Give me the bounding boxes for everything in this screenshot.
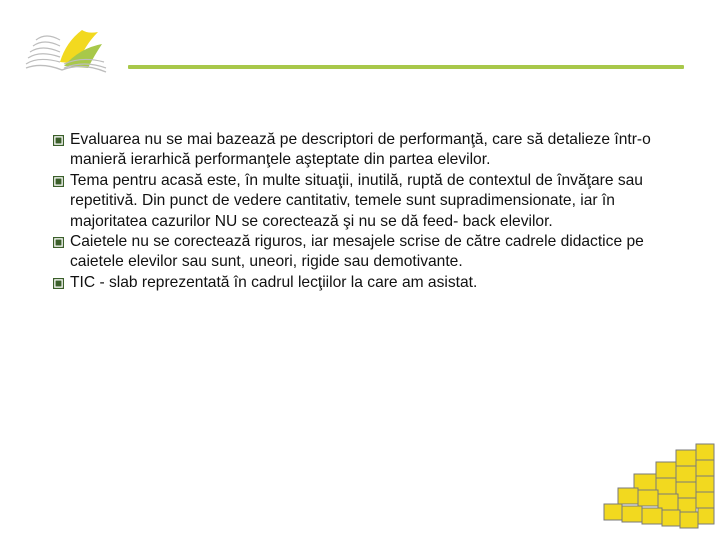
open-book-icon (18, 24, 110, 74)
bullet-text: Evaluarea nu se mai bazează pe descriptori de performanţă, care să detalieze într-o manieră ierarhică performanţele aşteptate din partea elevilor. (70, 131, 651, 169)
checkbox-square-icon (53, 237, 64, 248)
title-divider (128, 65, 684, 69)
bullet-text: Caietele nu se corectează riguros, iar mesajele scrise de către cadrele didactice pe caietele elevilor sau sunt, uneori, rigide sau demotivante. (70, 233, 644, 271)
bullet-item (50, 171, 670, 232)
checkbox-square-icon (53, 135, 64, 146)
bullet-list (50, 130, 670, 293)
bullet-item (50, 232, 670, 273)
checkbox-square-icon (53, 176, 64, 187)
stacked-blocks-icon (600, 440, 715, 530)
bullet-item (50, 130, 670, 171)
bullet-text: TIC - slab reprezentată în cadrul lecţiilor la care am asistat. (70, 273, 478, 291)
bullet-text: Tema pentru acasă este, în multe situaţii, inutilă, ruptă de contextul de învăţare sau repetitivă. Din punct de vedere cantitativ, temele sunt supradimensionate, iar în majoritatea cazurilor NU se corectează şi nu se dă feed- back elevilor. (70, 171, 643, 230)
bullet-item (50, 273, 670, 293)
checkbox-square-icon (53, 278, 64, 289)
